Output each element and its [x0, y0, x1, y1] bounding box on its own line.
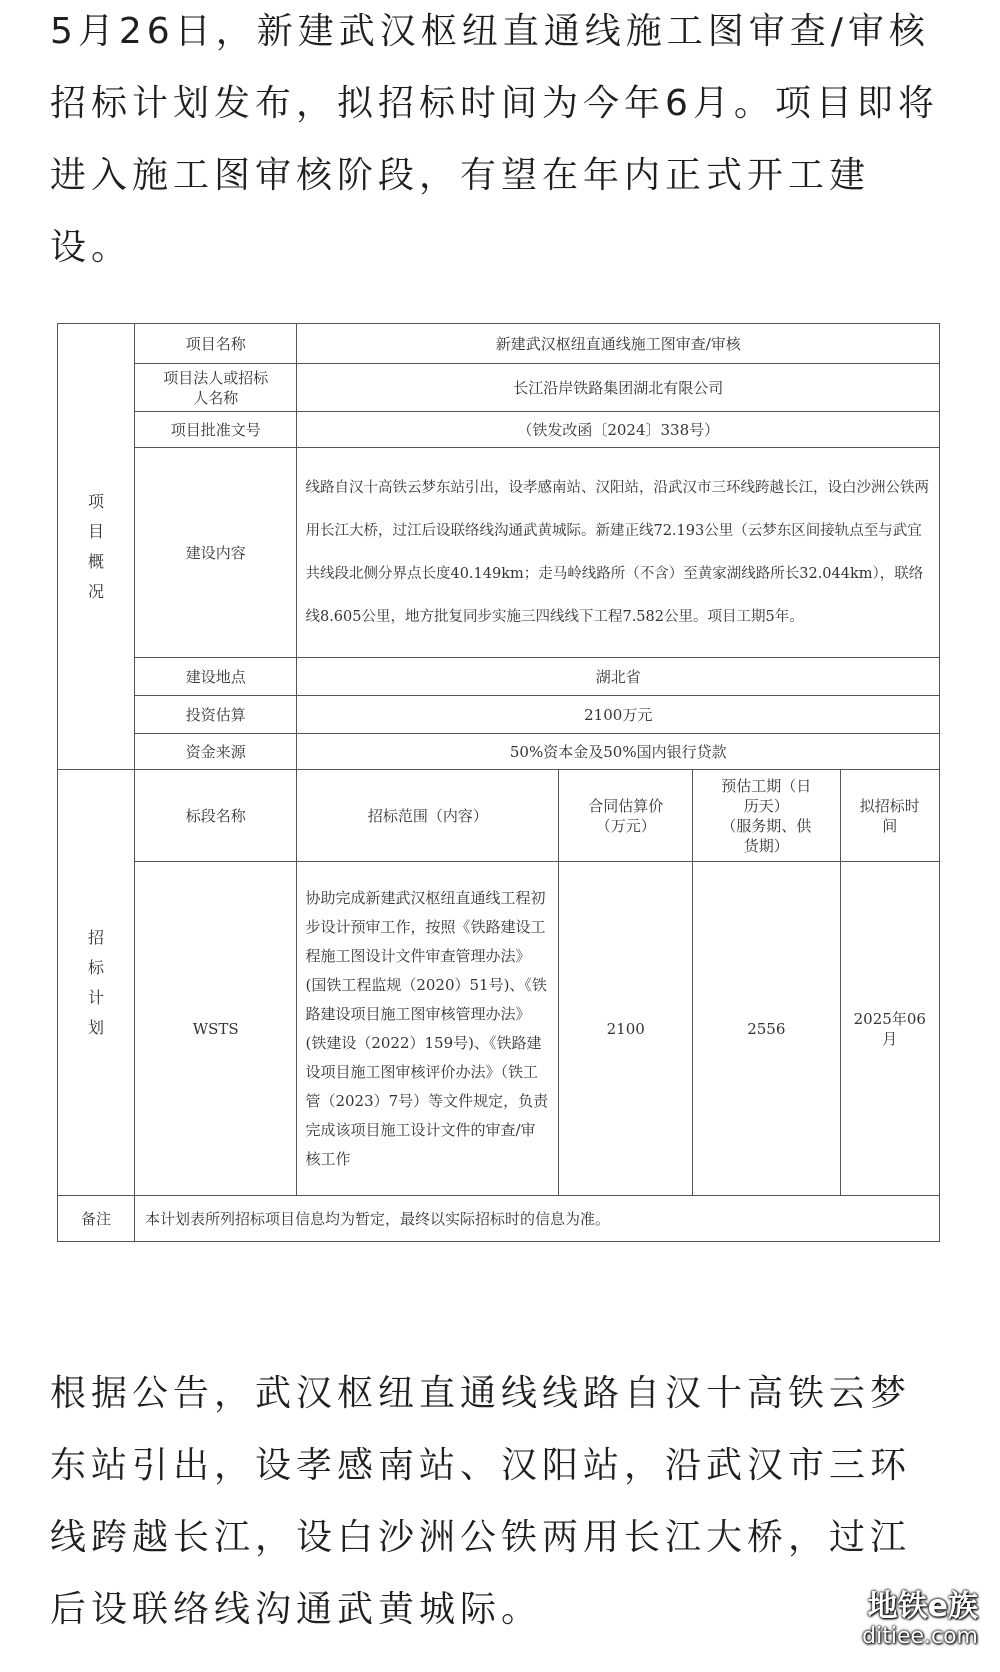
section-name-header: 标段名称	[134, 770, 297, 862]
table-row	[58, 448, 940, 658]
approval-value: （铁发改函〔2024〕338号）	[297, 412, 940, 448]
note-value: 本计划表所列招标项目信息均为暂定，最终以实际招标时的信息为准。	[134, 1196, 939, 1242]
funding-value: 50%资本金及50%国内银行贷款	[297, 734, 940, 770]
price-header: 合同估算价 （万元）	[559, 770, 693, 862]
location-label: 建设地点	[134, 658, 297, 696]
construction-content-value: 线路自汉十高铁云梦东站引出，设孝感南站、汉阳站，沿武汉市三环线跨越长江，设白沙洲公铁两用长江大桥，过江后设联络线沟通武黄城际。新建正线72.193公里（云梦东区间接轨点至与武宜共线段北侧分界点长度40.149km；走马岭线路所（不含）至黄家湖线路所长32.044km），联络线8.605公里，地方批复同步实施三四线线下工程7.582公里。项目工期5年。	[297, 448, 940, 658]
plan-section-label: 招 标 计 划	[58, 770, 135, 1196]
price-value: 2100	[559, 862, 693, 1196]
intro-paragraph: 5月26日，新建武汉枢纽直通线施工图审查/审核招标计划发布，拟招标时间为今年6月。项目即将进入施工图审核阶段，有望在年内正式开工建设。	[50, 11, 939, 268]
bid-time-value: 2025年06 月	[840, 862, 939, 1196]
table-row	[58, 734, 940, 770]
location-value: 湖北省	[297, 658, 940, 696]
funding-label: 资金来源	[134, 734, 297, 770]
table-row	[58, 412, 940, 448]
construction-content-label: 建设内容	[134, 448, 297, 658]
table-row	[58, 658, 940, 696]
table-row	[58, 770, 940, 862]
watermark-url: ditiee.com	[862, 1624, 978, 1649]
project-name-value: 新建武汉枢纽直通线施工图审查/审核	[297, 324, 940, 364]
duration-header: 预估工期（日 历天） （服务期、供 货期）	[693, 770, 841, 862]
section-name-value: WSTS	[134, 862, 297, 1196]
bid-time-header: 拟招标时 间	[840, 770, 939, 862]
table-row	[58, 324, 940, 364]
investment-value: 2100万元	[297, 696, 940, 734]
table-row	[58, 1196, 940, 1242]
scope-header: 招标范围（内容）	[297, 770, 559, 862]
scope-value: 协助完成新建武汉枢纽直通线工程初步设计预审工作，按照《铁路建设工程施工图设计文件审查管理办法》(国铁工程监规（2020）51号)、《铁路建设项目施工图审核管理办法》(铁建设（2022）159号)、《铁路建设项目施工图审核评价办法》（铁工管（2023）7号）等文件规定，负责完成该项目施工设计文件的审查/审核工作	[297, 862, 559, 1196]
legal-person-label: 项目法人或招标 人名称	[134, 364, 297, 412]
duration-value: 2556	[693, 862, 841, 1196]
legal-person-value: 长江沿岸铁路集团湖北有限公司	[297, 364, 940, 412]
body-paragraph: 根据公告，武汉枢纽直通线线路自汉十高铁云梦东站引出，设孝感南站、汉阳站，沿武汉市三环线跨越长江，设白沙洲公铁两用长江大桥，过江后设联络线沟通武黄城际。	[50, 1373, 912, 1630]
note-label: 备注	[58, 1196, 135, 1242]
watermark-title: 地铁e族	[867, 1589, 978, 1624]
approval-label: 项目批准文号	[134, 412, 297, 448]
bidding-plan-table	[57, 323, 940, 1242]
table-row	[58, 364, 940, 412]
project-name-label: 项目名称	[134, 324, 297, 364]
investment-label: 投资估算	[134, 696, 297, 734]
table-row	[58, 862, 940, 1196]
site-watermark	[862, 1590, 978, 1650]
overview-section-label: 项 目 概 况	[58, 324, 135, 770]
table-row	[58, 696, 940, 734]
